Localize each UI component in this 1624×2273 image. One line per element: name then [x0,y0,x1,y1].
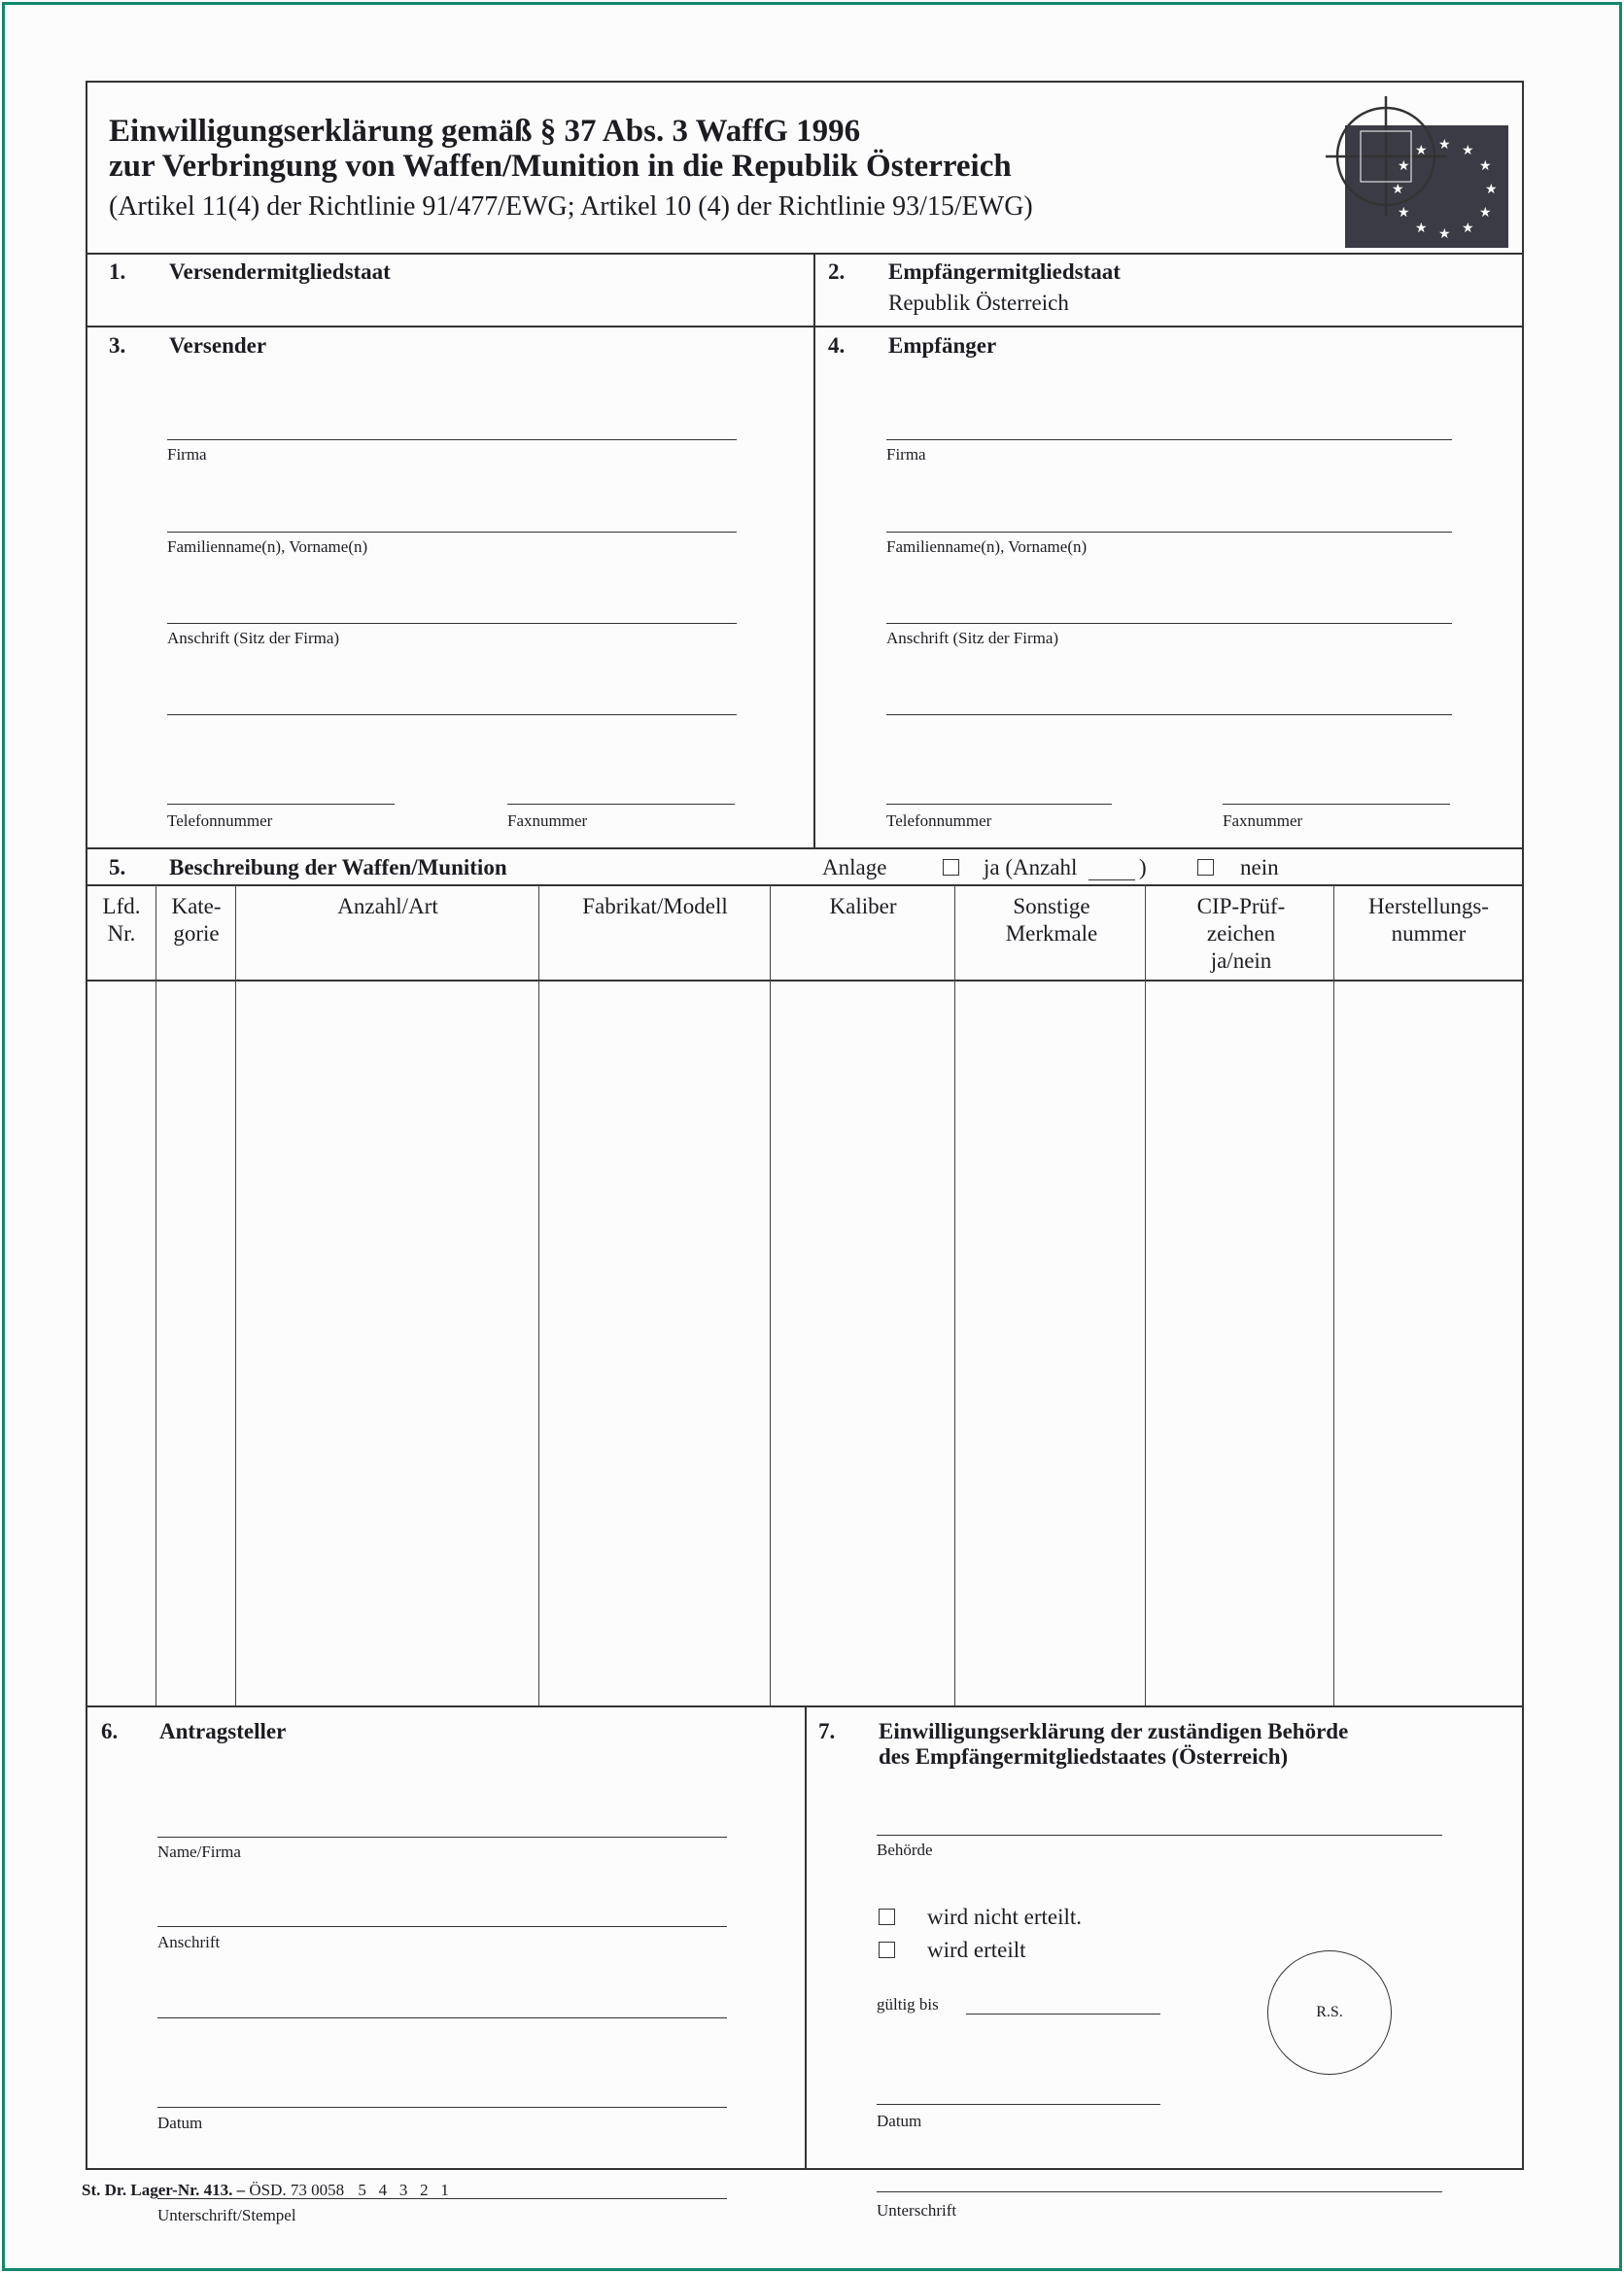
svg-text:★: ★ [1479,205,1492,221]
address-label: Anschrift (Sitz der Firma) [167,629,340,647]
anlage-ja-close: ) [1139,855,1147,879]
behoerde-label: Behörde [877,1841,933,1859]
phone-field[interactable] [886,804,1112,805]
col-header-fabrikat-modell: Fabrikat/Modell [582,894,728,918]
svg-text:★: ★ [1462,221,1474,236]
section2-title: Empfängermitgliedstaat [888,259,1121,284]
table-column-line [538,884,539,1706]
address-field-2[interactable] [886,714,1452,715]
not-granted-checkbox[interactable] [879,1909,895,1925]
section2-value: Republik Österreich [888,291,1069,315]
table-column-line [770,884,771,1706]
name-label: Familienname(n), Vorname(n) [167,537,368,556]
table-column-line [1333,884,1334,1706]
stamp-label: R.S. [1316,2004,1343,2020]
svg-text:★: ★ [1485,182,1498,197]
form-subtitle: zur Verbringung von Waffen/Munition in die Republik Österreich [109,149,1012,184]
address-label: Anschrift (Sitz der Firma) [886,629,1059,647]
column-divider [805,1705,807,2168]
signature-field[interactable] [877,2191,1442,2192]
svg-text:★: ★ [1479,158,1492,174]
divider [87,326,1522,327]
fax-field[interactable] [507,804,735,805]
section6-number-label: 6. [101,1719,119,1743]
name-field[interactable] [167,532,737,533]
name-firma-label: Name/Firma [157,1843,241,1861]
address-field[interactable] [167,623,737,624]
svg-text:★: ★ [1415,143,1428,158]
section6-title: Antragsteller [159,1719,287,1743]
name-label: Familienname(n), Vorname(n) [886,537,1088,556]
table-header-divider [87,980,1522,982]
firma-label: Firma [886,445,926,464]
datum-field[interactable] [157,2107,727,2108]
footer-code: ÖSD. 73 0058 [249,2181,345,2199]
divider [87,253,1522,255]
footer-prefix: St. Dr. Lager-Nr. 413. – [82,2181,246,2199]
svg-text:★: ★ [1462,143,1474,158]
footer-print-reference [82,2181,449,2200]
col-header-cip-pruefzeichen: CIP-Prüf- zeichen ja/nein [1196,894,1286,973]
granted-checkbox[interactable] [879,1942,895,1958]
name-field[interactable] [886,532,1452,533]
table-column-line [954,884,955,1706]
address-field-2[interactable] [167,714,737,715]
anlage-count-field[interactable] [1088,879,1135,880]
datum-label: Datum [877,2112,922,2130]
column-divider [813,253,815,849]
eu-flag-crosshair-emblem-icon [1322,92,1516,253]
svg-text:★: ★ [1438,226,1451,242]
section2-number: 2. [828,259,846,284]
section4-title: Empfänger [888,333,997,358]
col-header-kategorie: Kate- gorie [171,894,222,946]
firma-field[interactable] [167,439,737,440]
col-header-sonstige-merkmale: Sonstige Merkmale [1005,894,1098,946]
section5-title: Beschreibung der Waffen/Munition [169,855,507,879]
col-header-kaliber: Kaliber [829,894,897,918]
form-legal-reference: (Artikel 11(4) der Richtlinie 91/477/EWG; Artikel 10 (4) der Richtlinie 93/15/EWG) [109,191,1033,222]
official-stamp-circle [1267,1950,1392,2075]
fax-label: Faxnummer [1223,811,1303,830]
svg-text:★: ★ [1392,182,1404,197]
divider [87,884,1522,886]
firma-field[interactable] [886,439,1452,440]
anlage-nein-checkbox[interactable] [1197,859,1214,876]
footer-sequence: 5 4 3 2 1 [358,2181,449,2199]
section3-number: 3. [109,333,126,358]
anlage-ja-checkbox[interactable] [943,859,959,876]
form-title: Einwilligungserklärung gemäß § 37 Abs. 3 WaffG 1996 [109,114,861,149]
section3-title: Versender [169,333,267,358]
anschrift-field[interactable] [157,1926,727,1927]
phone-label: Telefonnummer [167,811,273,830]
section7-number: 7. [818,1719,836,1743]
section4-number: 4. [828,333,846,358]
anlage-label: Anlage [822,855,887,879]
table-column-line [235,884,236,1706]
section1-title: Versendermitgliedstaat [169,259,391,284]
svg-text:★: ★ [1415,221,1428,236]
svg-text:★: ★ [1398,205,1410,221]
phone-field[interactable] [167,804,395,805]
col-header-herstellungsnummer: Herstellungs- nummer [1368,894,1489,946]
datum-label: Datum [157,2114,203,2132]
col-header-anzahl-art: Anzahl/Art [337,894,438,918]
address-field[interactable] [886,623,1452,624]
not-granted-label: wird nicht erteilt. [927,1905,1083,1929]
svg-text:★: ★ [1398,158,1410,174]
granted-label: wird erteilt [927,1938,1026,1962]
svg-text:★: ★ [1438,137,1451,153]
signature-stamp-label: Unterschrift/Stempel [157,2206,296,2224]
section1-number: 1. [109,259,126,284]
fax-field[interactable] [1223,804,1450,805]
anschrift-label: Anschrift [157,1933,221,1951]
phone-label: Telefonnummer [886,811,992,830]
anlage-nein-label: nein [1240,855,1279,879]
firma-label: Firma [167,445,207,464]
anschrift-field-2[interactable] [157,2017,727,2018]
signature-label: Unterschrift [877,2201,957,2220]
table-column-line [155,884,156,1706]
section7-title-line2: des Empfängermitgliedstaates (Österreich) [879,1744,1289,1769]
col-header-lfd-nr: Lfd. Nr. [102,894,141,946]
section7-title-line1: Einwilligungserklärung der zuständigen Behörde [879,1719,1349,1743]
valid-until-field[interactable] [966,2014,1160,2015]
name-firma-field[interactable] [157,1837,727,1838]
behoerde-field[interactable] [877,1835,1442,1836]
datum-field[interactable] [877,2104,1160,2105]
divider [87,847,1522,849]
table-column-line [1145,884,1146,1706]
anlage-ja-label: ja (Anzahl [984,855,1078,879]
valid-until-label: gültig bis [877,1995,939,2014]
fax-label: Faxnummer [507,811,588,830]
section5-number: 5. [109,855,126,879]
